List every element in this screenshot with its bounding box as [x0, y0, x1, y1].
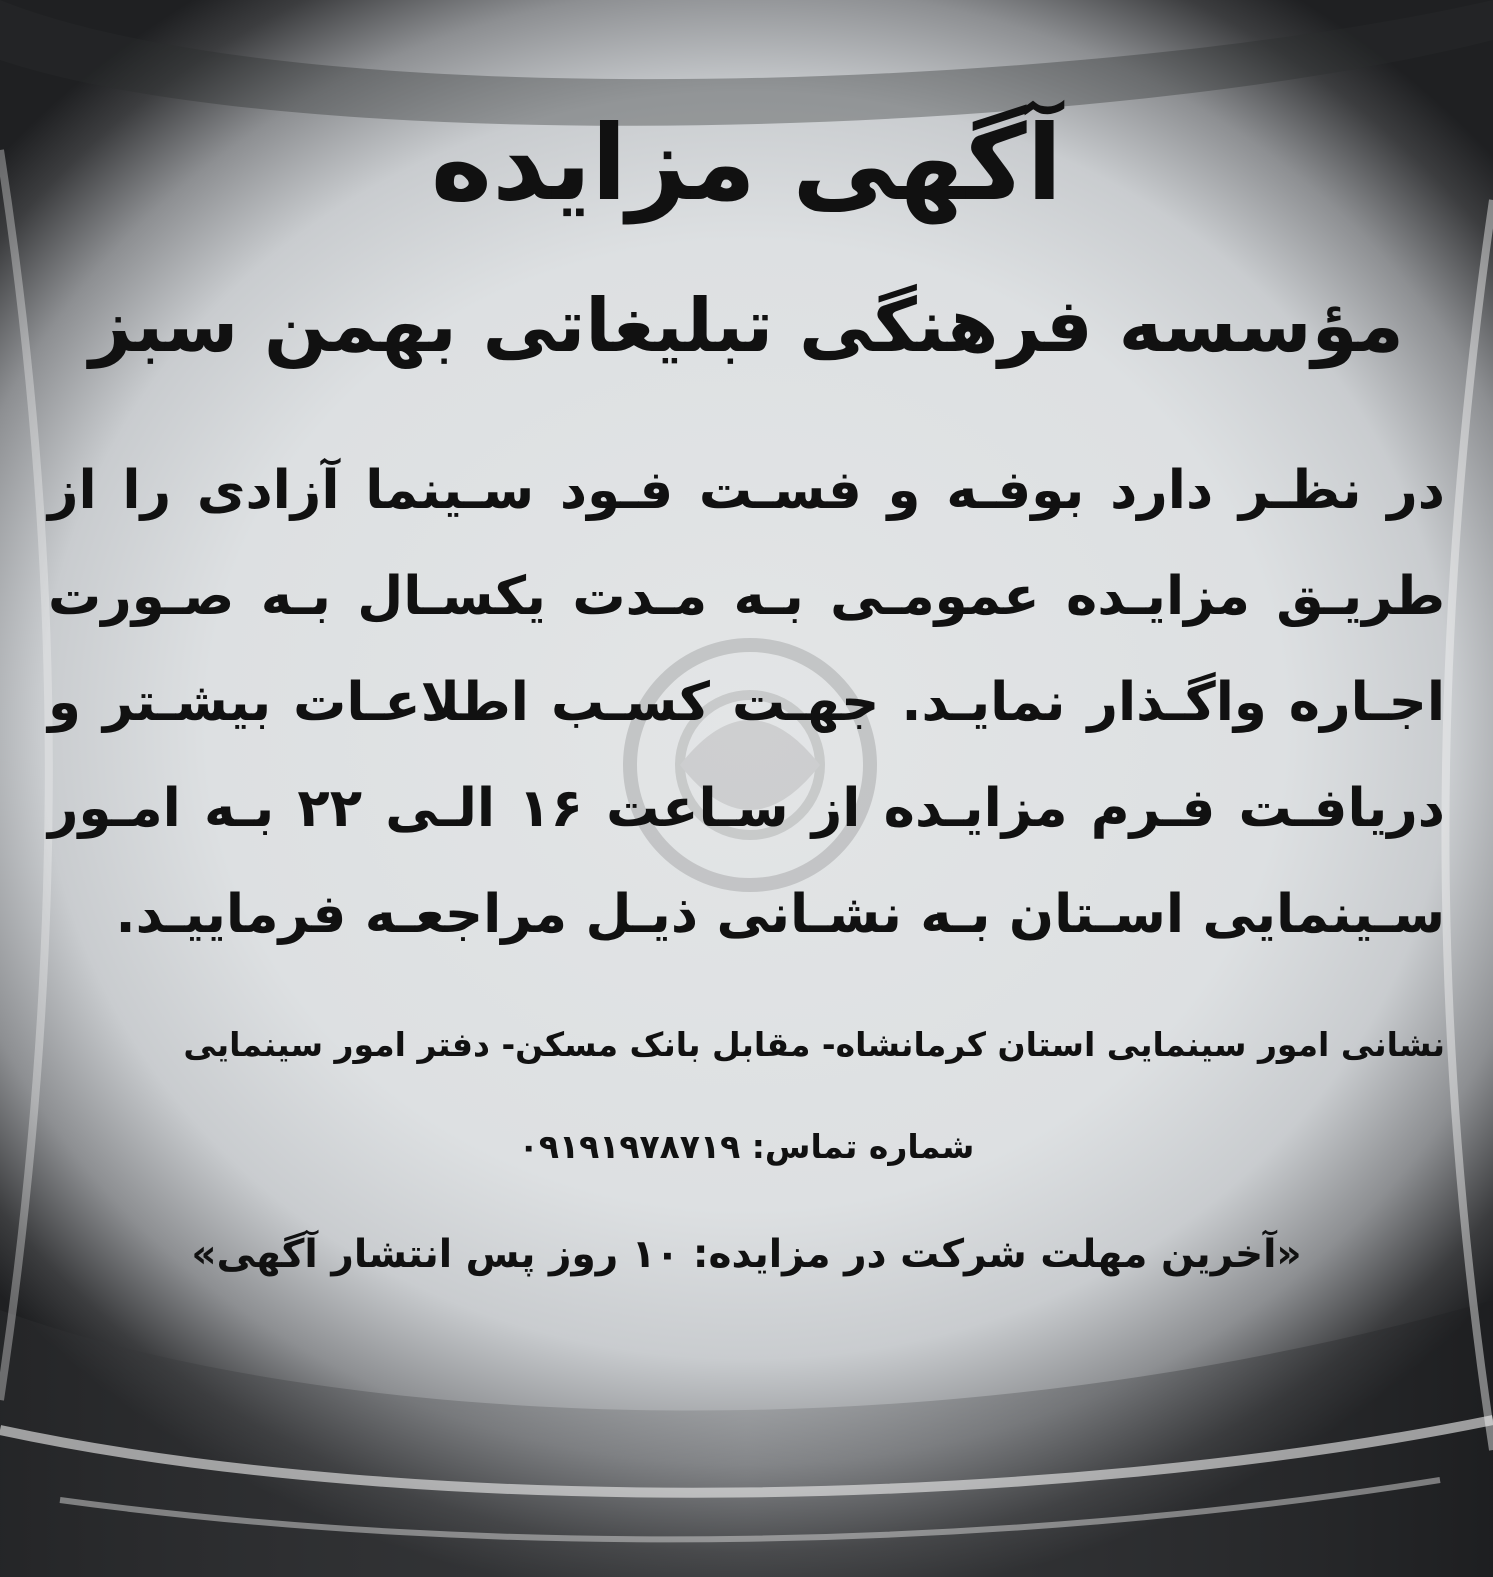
- ad-title: آگهی مزایده: [430, 102, 1063, 224]
- ad-content: [40, 40, 1453, 1540]
- body-line: سـینمایی اسـتان بـه نشـانی ذیـل مراجعـه فرماییـد.: [115, 884, 1445, 945]
- deadline-notice: «آخرین مهلت شرکت در مزایده: ۱۰ روز پس انتشار آگهی»: [191, 1232, 1302, 1277]
- body-line: طریـق مزایـده عمومـی بـه مـدت یکسـال بـه صـورت: [48, 566, 1445, 627]
- phone-row: [40, 1117, 1453, 1177]
- ad-body: [48, 438, 1445, 968]
- address-line: نشانی امور سینمایی استان کرمانشاه- مقابل بانک مسکن- دفتر امور سینمایی: [183, 1025, 1445, 1064]
- body-line: در نظـر دارد بوفـه و فسـت فـود سـینما آزادی را از: [48, 460, 1445, 521]
- body-line: دریافـت فـرم مزایـده از سـاعت ۱۶ الـی ۲۲ بـه امـور: [48, 778, 1445, 839]
- phone-label: شماره تماس:: [751, 1127, 975, 1166]
- body-line: اجـاره واگـذار نمایـد. جهـت کسـب اطلاعـات بیشـتر و: [48, 672, 1445, 733]
- phone-number: ۰۹۱۹۱۹۷۸۷۱۹: [518, 1127, 741, 1166]
- organization-name: مؤسسه فرهنگی تبلیغاتی بهمن سبز: [89, 283, 1404, 369]
